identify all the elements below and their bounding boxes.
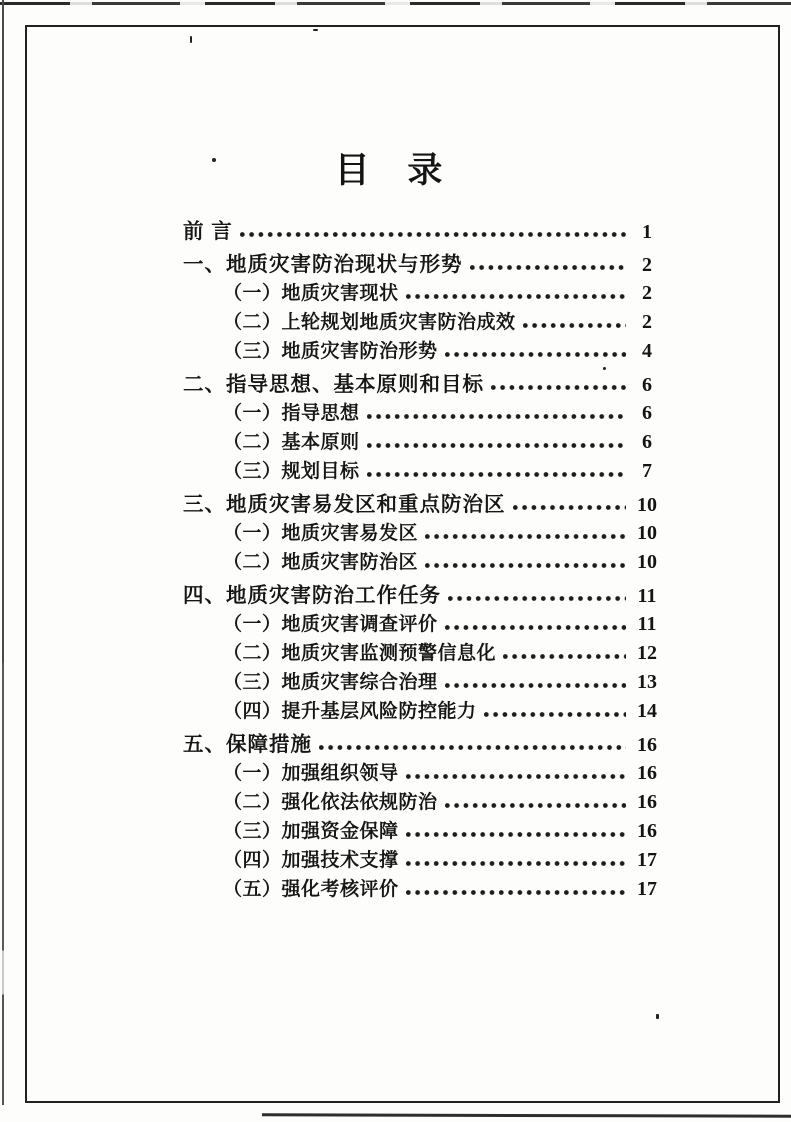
toc-entry [183,759,664,788]
dot-leader [367,472,626,477]
toc-entry-label: （二）地质灾害监测预警信息化 [223,643,497,664]
toc-entry-label: 三、地质灾害易发区和重点防治区 [183,493,506,516]
toc-entry-label: （三）加强资金保障 [223,821,399,842]
toc-entry [183,217,664,246]
dot-leader [406,832,626,837]
toc-entry [183,490,664,519]
scan-edge-bottom-line [262,1113,791,1117]
toc-entry [183,817,664,846]
dot-leader [406,861,626,866]
toc-entry [183,250,664,279]
toc-entry [183,639,664,668]
toc-entry-page-number: 14 [637,700,657,722]
toc-entry [183,399,664,428]
dot-leader [425,534,626,539]
toc-entry-label: （一）地质灾害调查评价 [223,614,438,635]
dot-leader [367,443,626,448]
dot-leader [448,596,626,601]
toc-entry-page-number: 12 [637,642,657,664]
toc-entry-label: （四）提升基层风险防控能力 [223,701,477,722]
dot-leader [445,625,626,630]
toc-entry-label: （一）加强组织领导 [223,763,399,784]
toc-entry-label: （一）地质灾害易发区 [223,523,419,544]
toc-entry-label: （二）地质灾害防治区 [223,552,419,573]
dot-leader [523,323,626,328]
toc-entry-page-number: 11 [637,613,657,635]
toc-entry-page-number: 16 [637,734,657,756]
toc-entry-page-number: 6 [642,431,652,453]
toc-entry [183,337,664,366]
dot-leader [445,683,626,688]
dot-leader [491,385,626,390]
toc-entry-label: （一）地质灾害现状 [223,283,399,304]
toc-entry-page-number: 2 [642,311,652,333]
dot-leader [503,654,626,659]
toc-entry-page-number: 17 [637,878,657,900]
toc-entry-label: （三）地质灾害防治形势 [223,341,438,362]
dot-leader [240,232,626,237]
toc-entry [183,730,664,759]
toc-list [183,217,664,904]
toc-entry-page-number: 2 [642,254,652,276]
toc-entry-page-number: 17 [637,849,657,871]
dot-leader [484,712,626,717]
toc-entry [183,519,664,548]
dot-leader [406,774,626,779]
toc-entry [183,581,664,610]
dot-leader [445,803,626,808]
toc-entry-label: （五）强化考核评价 [223,879,399,900]
toc-entry-page-number: 16 [637,762,657,784]
toc-entry [183,697,664,726]
toc-entry [183,457,664,486]
toc-entry-page-number: 10 [637,551,657,573]
toc-entry-page-number: 16 [637,791,657,813]
dot-leader [513,505,627,510]
toc-entry-label: 五、保障措施 [183,733,312,756]
page-border-frame [25,25,780,1103]
toc-entry [183,788,664,817]
dot-leader [406,890,626,895]
scan-edge-top-line [0,2,791,5]
dot-leader [319,745,626,750]
dot-leader [470,265,627,270]
toc-entry [183,308,664,337]
toc-entry-page-number: 10 [637,494,657,516]
toc-entry-label: （一）指导思想 [223,403,360,424]
toc-entry-label: （四）加强技术支撑 [223,850,399,871]
dot-leader [367,414,626,419]
toc-entry-label: 前 言 [183,220,233,243]
toc-entry-label: 一、地质灾害防治现状与形势 [183,253,463,276]
toc-entry [183,875,664,904]
toc-entry-page-number: 1 [642,221,652,243]
toc-entry [183,548,664,577]
dot-leader [425,563,626,568]
scan-edge-left-line [2,0,4,1105]
toc-entry [183,370,664,399]
toc-entry [183,610,664,639]
page-title: 目 录 [334,151,457,190]
toc-entry-page-number: 11 [637,585,657,607]
dot-leader [445,352,626,357]
toc-entry-page-number: 10 [637,522,657,544]
toc-entry-page-number: 2 [642,282,652,304]
toc-entry [183,846,664,875]
toc-entry-page-number: 6 [642,374,652,396]
toc-entry-page-number: 4 [642,340,652,362]
toc-entry-label: （二）上轮规划地质灾害防治成效 [223,312,516,333]
toc-entry-page-number: 13 [637,671,657,693]
toc-entry-label: 四、地质灾害防治工作任务 [183,584,441,607]
toc-entry-page-number: 6 [642,402,652,424]
toc-entry-label: （三）规划目标 [223,461,360,482]
toc-entry-label: 二、指导思想、基本原则和目标 [183,373,484,396]
toc-entry-page-number: 7 [642,460,652,482]
toc-entry-label: （三）地质灾害综合治理 [223,672,438,693]
toc-entry-label: （二）基本原则 [223,432,360,453]
toc-entry-page-number: 16 [637,820,657,842]
toc-entry [183,428,664,457]
toc-entry [183,668,664,697]
dot-leader [406,294,626,299]
toc-entry-label: （二）强化依法依规防治 [223,792,438,813]
toc-entry [183,279,664,308]
